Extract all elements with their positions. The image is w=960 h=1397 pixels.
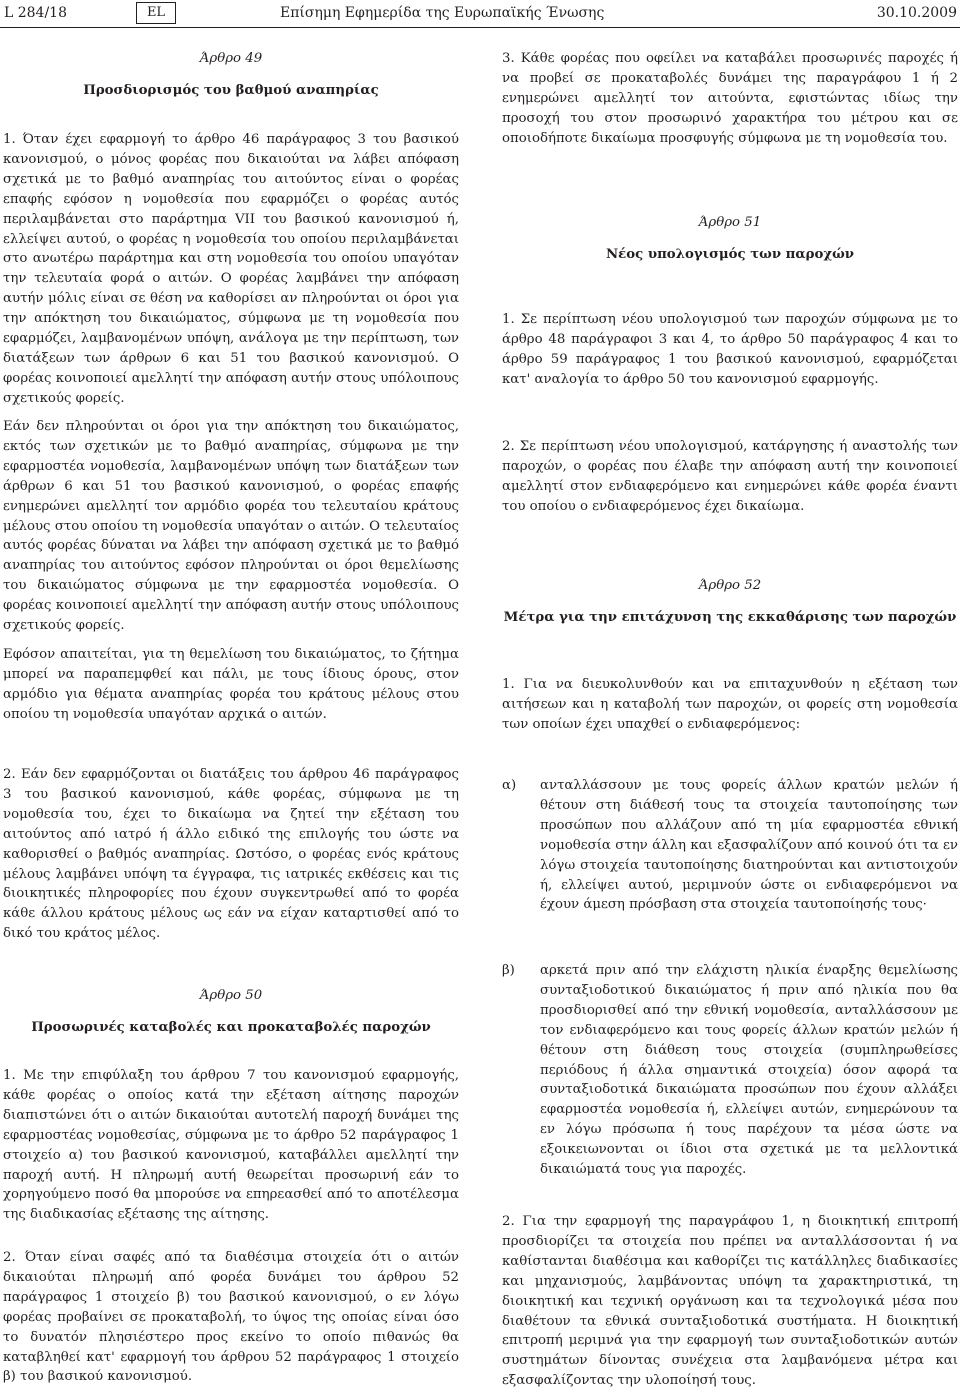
paragraph [3, 1248, 459, 1387]
paragraph-text: 3. Κάθε φορέας που οφείλει να καταβάλει προσωρινές παροχές ή να προβεί σε προκαταβολές δυνάμει της παραγράφου 1 ή 2 ενημερώνει αμελλητί τον αιτούντα, εφιστώντας ιδίως την προσοχή του στον προσωρινό χαρακτήρα του μέτρου και σε οποιοδήποτε δικαίωμα προσφυγής σύμφωνα με τη νομοθεσία του. [502, 51, 958, 146]
article-52-heading [502, 576, 958, 628]
header-rule [0, 27, 960, 28]
paragraph [3, 417, 459, 636]
article-number: Άρθρο 51 [698, 215, 762, 230]
list-item [502, 961, 958, 1180]
paragraph [3, 645, 459, 725]
paragraph-text: 1. Όταν έχει εφαρμογή το άρθρο 46 παράγραφος 3 του βασικού κανονισμού, ο μόνος φορέας που δικαιούται να λάβει απόφαση σχετικά με το βαθμό αναπηρίας του αιτούντος είναι ο φορέας επαφής εφόσον η νομοθεσία που εφαρμόζει ο φορέας αυτός περιλαμβάνεται στο παράρτημα VII του βασικού κανονισμού ή, ελλείψει αυτού, ο φορέας η νομοθεσία του οποίου περιλαμβάνεται στο ανωτέρω παράρτημα και στη νομοθεσία του οποίου υπαγόταν την τελευταία φορά ο αιτών. Ο φορέας λαμβάνει την απόφαση αυτήν μόλις είναι σε θέση να καθορίσει αν πληρούνται οι όροι για την απόκτηση του δικαιώματος, σύμφωνα με τη νομοθεσία που εφαρμόζει, λαμβανομένων υπόψη, ανάλογα με την περίπτωση, των διατάξεων των άρθρων 6 και 51 του βασικού κανονισμού. Ο φορέας κοινοποιεί αμελλητί την απόφαση αυτήν στους υπόλοιπους σχετικούς φορείς. [3, 132, 459, 406]
paragraph-text: Εφόσον απαιτείται, για τη θεμελίωση του δικαιώματος, το ζήτημα μπορεί να παραπεμφθεί και πάλι, με τους ίδιους όρους, στον αρμόδιο για θέματα αναπηρίας φορέα του κράτους μέλους στου οποίου τη νομοθεσία υπαγόταν αρχικά ο αιτών. [3, 647, 459, 722]
journal-reference: L 284/18 [4, 5, 67, 21]
paragraph-text: 1. Για να διευκολυνθούν και να επιταχυνθούν η εξέταση των αιτήσεων και η καταβολή των παροχών, οι φορείς στη νομοθεσία των οποίων έχει υπαχθεί ο ενδιαφερόμενος: [502, 677, 958, 732]
article-title: Προσδιορισμός του βαθμού αναπηρίας [83, 83, 379, 98]
paragraph-text: 2. Όταν είναι σαφές από τα διαθέσιμα στοιχεία ότι ο αιτών δικαιούται πληρωμή από φορέα δυνάμει του άρθρου 52 παράγραφος 1 στοιχείο β) του βασικού κανονισμού, ο εν λόγω φορέας προβαίνει σε προκαταβολή, το ύψος της οποίας είναι όσο το δυνατόν πλησιέστερο προς εκείνο το οποίο πιθανώς θα καταβληθεί κατ' εφαρμογή του άρθρου 52 παράγραφος 1 στοιχείο β) του βασικού κανονισμού. [3, 1250, 459, 1385]
paragraph [502, 310, 958, 390]
paragraph [502, 49, 958, 149]
paragraph [502, 1212, 958, 1391]
article-number: Άρθρο 50 [199, 988, 263, 1003]
article-number: Άρθρο 49 [199, 51, 263, 66]
article-49-heading [3, 49, 459, 101]
language-badge: EL [136, 2, 176, 24]
paragraph [502, 437, 958, 517]
article-title: Νέος υπολογισμός των παροχών [606, 247, 854, 262]
list-item-text: ανταλλάσσουν με τους φορείς άλλων κρατών μελών ή θέτουν στη διάθεσή τους τα στοιχεία ταυτοποίησης των προσώπων που αλλάζουν από τη μία εφαρμοστέα εθνική νομοθεσία στην άλλη και εξασφαλίζουν από κοινού ότι τα εν λόγω στοιχεία ταυτοποίησης διατηρούνται και αντιστοιχούν ή, ελλείψει αυτού, μεριμνούν ώστε οι ενδιαφερόμενοι να έχουν άμεση πρόσβαση στα στοιχεία ταυτοποίησής τους· [540, 778, 958, 913]
list-item-text: αρκετά πριν από την ελάχιστη ηλικία έναρξης θεμελίωσης συνταξιοδοτικού δικαιώματος ή πριν από ηλικία που θα προσδιορισθεί από την εθνική νομοθεσία, ανταλλάσσουν με τον ενδιαφερόμενο και τους φορείς άλλων κρατών μελών ή θέτουν στη διάθεση τους στοιχεία (συμπληρωθείσες περιόδους ή άλλα σημαντικά στοιχεία) όσον αφορά τα συνταξιοδοτικά δικαιώματα προσώπων που έχουν αλλάξει εφαρμοστέα νομοθεσία ή, ελλείψει αυτών, ενημερώνουν τα εν λόγω πρόσωπα ή τους παρέχουν τα μέσα ώστε να εξοικειωνονται οι ίδιοι στα σχετικά με τα μελλοντικά δικαιώματά τους για παροχές. [540, 963, 958, 1178]
paragraph-text: Εάν δεν πληρούνται οι όροι για την απόκτηση του δικαιώματος, εκτός των σχετικών με το βαθμό αναπηρίας, σύμφωνα με την εφαρμοστέα νομοθεσία, λαμβανομένων υπόψη των διατάξεων των άρθρων 6 και 51 του βασικού κανονισμού, ο φορέας επαφής ενημερώνει αμελλητί τον αρμόδιο φορέα του τελευταίου κράτους μέλους στου οποίου τη νομοθεσία υπαγόταν ο αιτών. Ο τελευταίος αυτός φορέας δύναται να λάβει την απόφαση σχετικά με το βαθμό αναπηρίας του αιτούντος εφόσον πληρούνται οι όροι θεμελίωσης του δικαιώματος σύμφωνα με την εφαρμοστέα νομοθεσία. Ο φορέας κοινοποιεί αμελλητί την απόφαση αυτήν στους υπόλοιπους σχετικούς φορείς. [3, 419, 459, 634]
article-number: Άρθρο 52 [698, 578, 762, 593]
paragraph-text: 2. Σε περίπτωση νέου υπολογισμού, κατάργησης ή αναστολής των παροχών, ο φορέας που έλαβε την απόφαση αυτή την κοινοποιεί αμελλητί στον ενδιαφερόμενο και ενημερώνει κάθε φορέα έναντι του οποίου ο ενδιαφερόμενος έχει δικαίωμα. [502, 439, 958, 514]
article-50-heading [3, 986, 459, 1038]
page-header [0, 0, 960, 26]
list-item-label: β) [502, 963, 515, 978]
publication-date: 30.10.2009 [876, 5, 957, 21]
article-title: Προσωρινές καταβολές και προκαταβολές παροχών [31, 1020, 431, 1035]
list-item-label: α) [502, 778, 517, 793]
article-title: Μέτρα για την επιτάχυνση της εκκαθάρισης των παροχών [503, 610, 957, 625]
paragraph [3, 765, 459, 944]
list-item [502, 776, 958, 915]
paragraph [3, 130, 459, 409]
paragraph-text: 1. Σε περίπτωση νέου υπολογισμού των παροχών σύμφωνα με το άρθρο 48 παράγραφοι 3 και 4, το άρθρο 50 παράγραφος 4 και το άρθρο 59 παράγραφος 1 του βασικού κανονισμού, εφαρμόζεται κατ' αναλογία το άρθρο 50 του κανονισμού εφαρμογής. [502, 312, 958, 387]
paragraph-text: 2. Εάν δεν εφαρμόζονται οι διατάξεις του άρθρου 46 παράγραφος 3 του βασικού κανονισμού, κάθε φορέας, σύμφωνα με τη νομοθεσία του, έχει το δικαίωμα να ζητεί την εξέταση του αιτούντος από ιατρό ή άλλο ειδικό της επιλογής του ώστε να καθορισθεί ο βαθμός αναπηρίας. Ωστόσο, ο φορέας ενός κράτους μέλους λαμβάνει υπόψη τα έγγραφα, τις ιατρικές εκθέσεις και τις διοικητικές πληροφορίες που έχουν συγκεντρωθεί από το φορέα κάθε άλλου κράτους μέλους ως εάν να είχαν καταρτισθεί από το δικό του κράτος μέλος. [3, 767, 459, 942]
paragraph [502, 675, 958, 735]
paragraph-text: 2. Για την εφαρμογή της παραγράφου 1, η διοικητική επιτροπή προσδιορίζει τα στοιχεία που πρέπει να ανταλλάσσονται ή να καθίστανται διαθέσιμα και καθορίζει τις κατάλληλες διαδικασίες και μηχανισμούς, λαμβάνοντας υπόψη τα χαρακτηριστικά, τη διοικητική και τεχνική οργάνωση και τα τεχνολογικά μέσα που διαθέτουν τα εθνικά συνταξιοδοτικά συστήματα. Η διοικητική επιτροπή μεριμνά για την εφαρμογή των συνταξιοδοτικών αυτών συστημάτων δίνοντας συνέχεια στα λαμβανόμενα μέτρα και εξασφαλίζοντας την υλοποίησή τους. [502, 1214, 958, 1389]
journal-title: Επίσημη Εφημερίδα της Ευρωπαϊκής Ένωσης [280, 5, 605, 21]
paragraph-text: 1. Με την επιφύλαξη του άρθρου 7 του κανονισμού εφαρμογής, κάθε φορέας ο οποίος κατά την εξέταση αίτησης παροχών διαπιστώνει ότι ο αιτών δικαιούται αυτοτελή παροχή δυνάμει της εφαρμοστέας νομοθεσίας, σύμφωνα με το άρθρο 52 παράγραφος 1 στοιχείο α) του βασικού κανονισμού, καταβάλλει αμελλητί την παροχή αυτή. Η πληρωμή αυτή θεωρείται προσωρινή εάν το χορηγούμενο ποσό θα μπορούσε να επηρεασθεί από το αποτέλεσμα της διαδικασίας εξέτασης της αίτησης. [3, 1068, 459, 1223]
article-51-heading [502, 213, 958, 265]
paragraph [3, 1066, 459, 1225]
